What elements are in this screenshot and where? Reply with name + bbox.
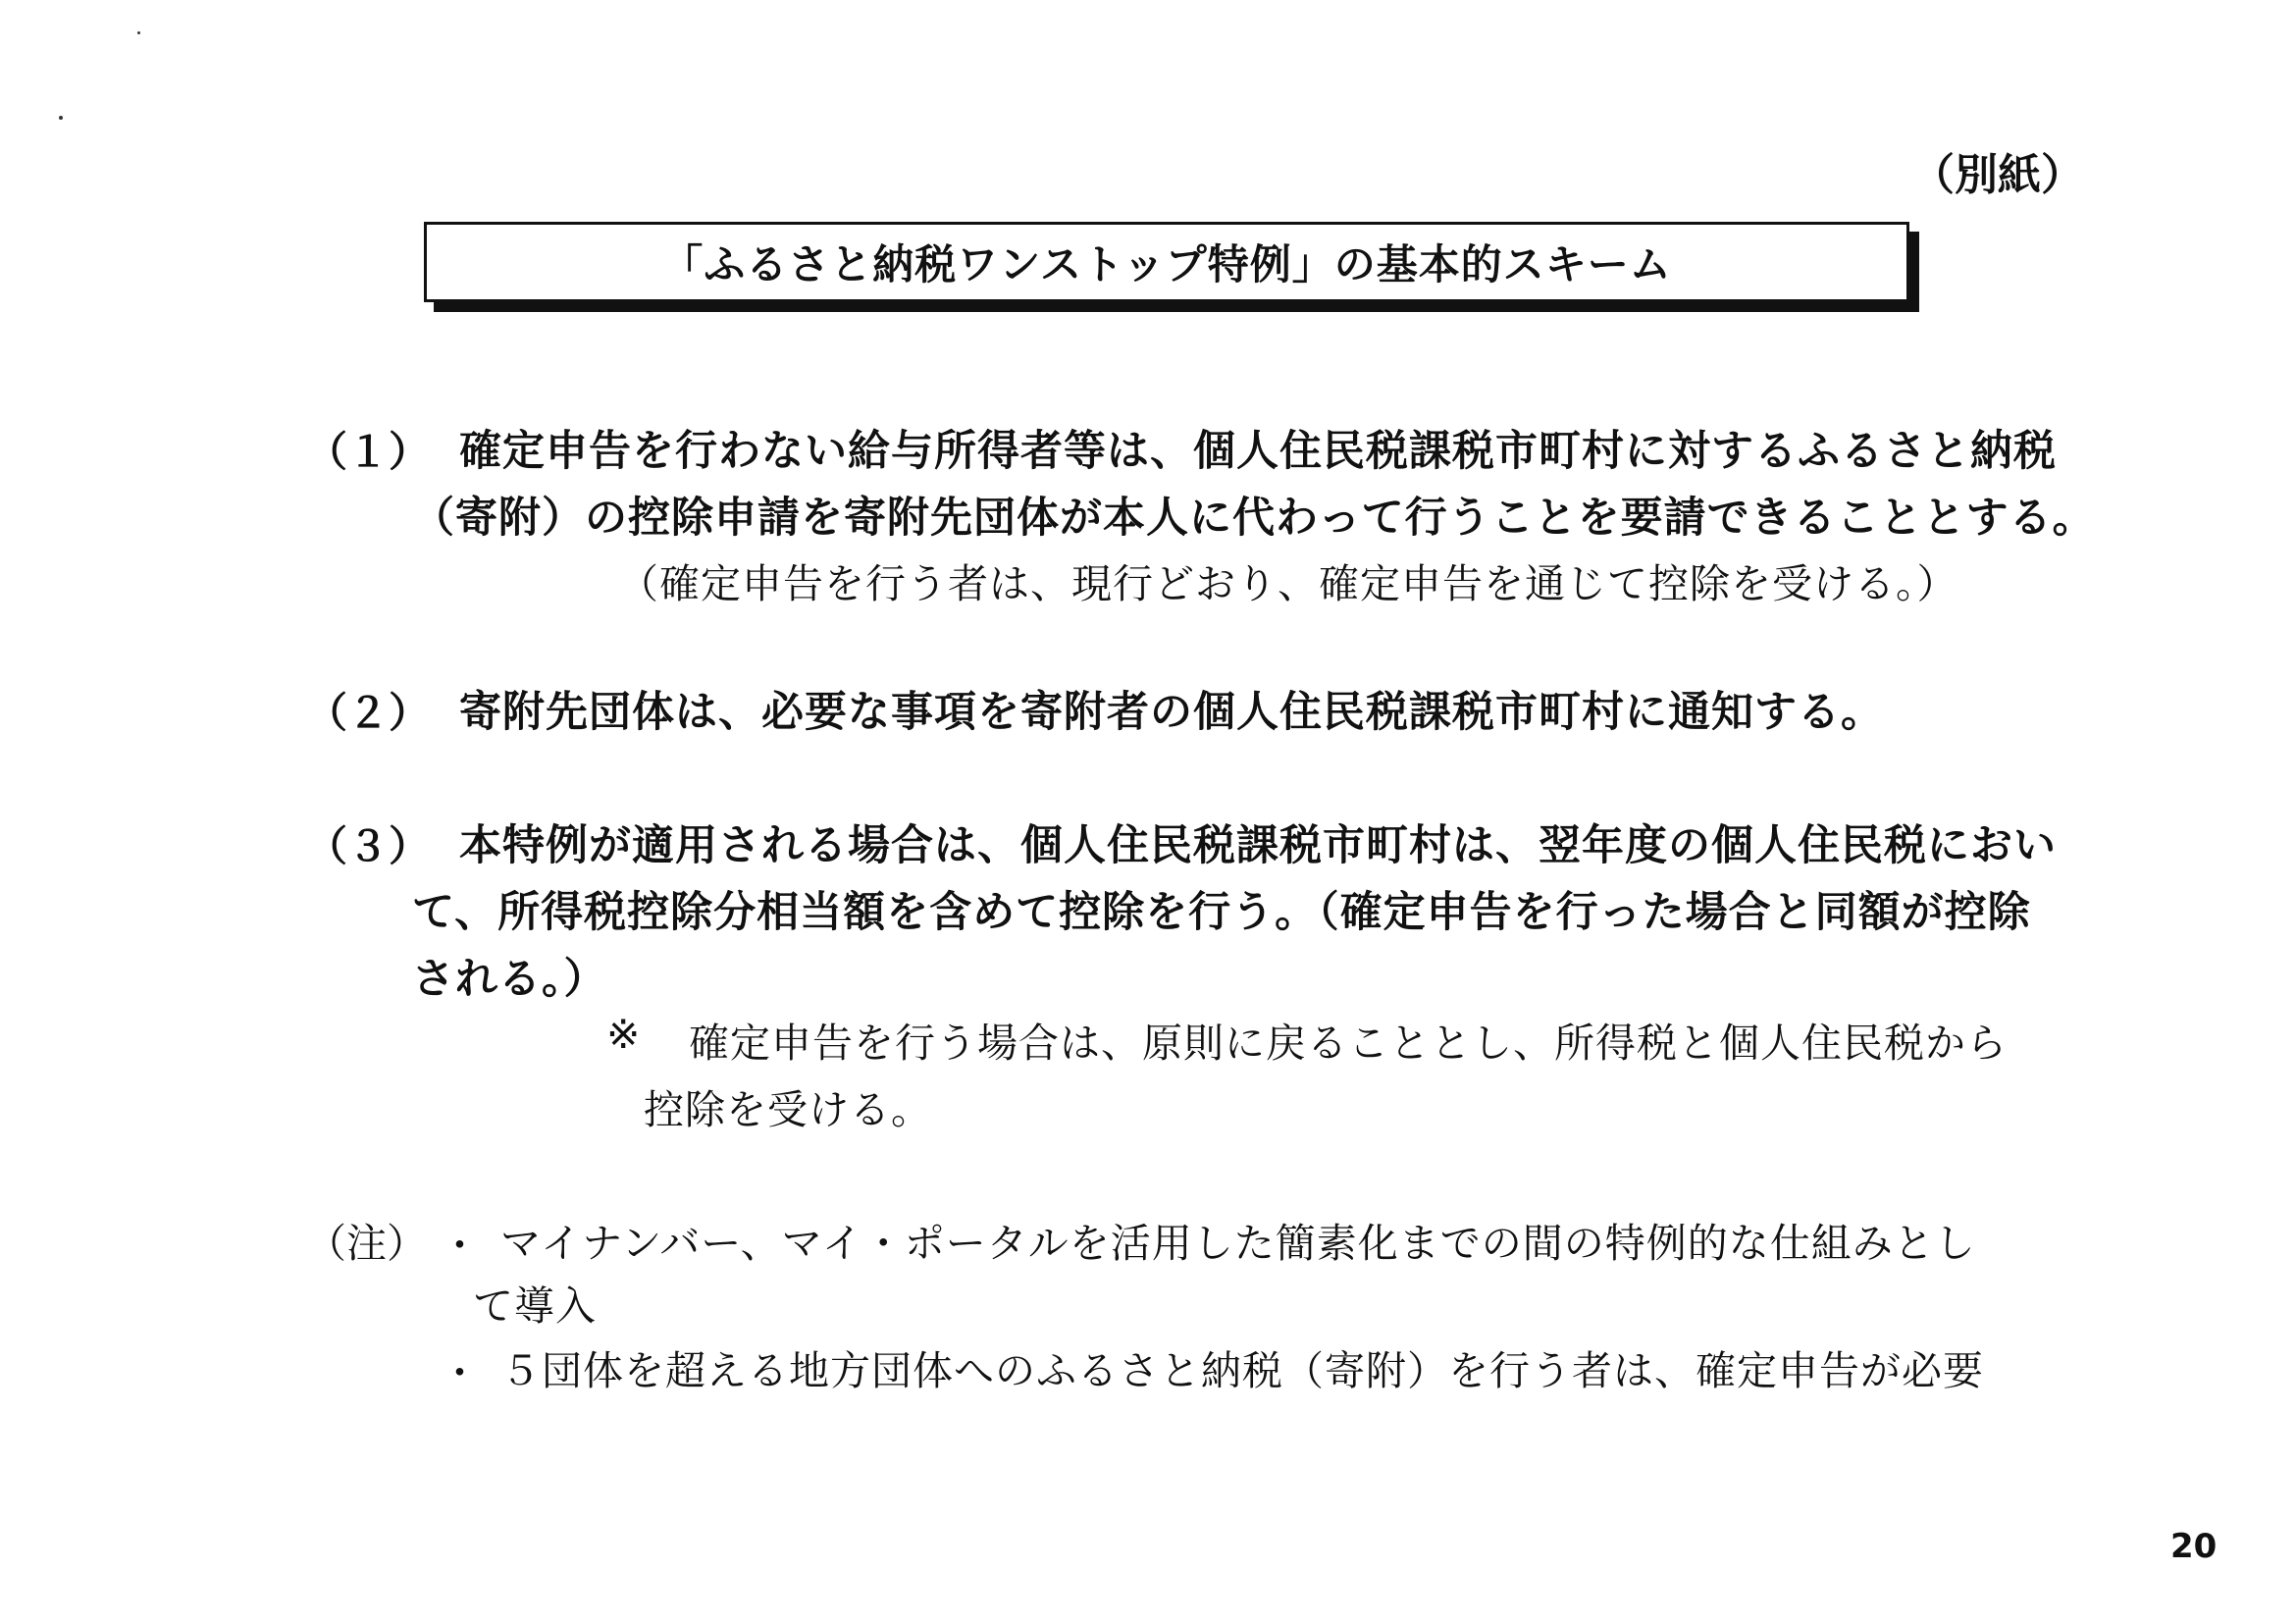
- note-1-line-2: て導入: [473, 1283, 597, 1330]
- item-3-line-2: て、所得税控除分相当額を含めて控除を行う。（確定申告を行った場合と同額が控除: [412, 888, 2031, 937]
- note-2-line-1: ５団体を超える地方団体へのふるさと納税（寄附）を行う者は、確定申告が必要: [500, 1347, 1984, 1394]
- item-1-sub-note: （確定申告を行う者は、現行どおり、確定申告を通じて控除を受ける。）: [618, 560, 1958, 607]
- note-bullet-2: ・: [440, 1349, 480, 1396]
- scan-speck: [59, 116, 63, 120]
- document-title: 「ふるさと納税ワンストップ特例」の基本的スキーム: [661, 240, 1672, 288]
- note-1-line-1: マイナンバー、マイ・ポータルを活用した簡素化までの間の特例的な仕組みとし: [500, 1220, 1976, 1267]
- item-3-note-line-2: 控除を受ける。: [644, 1086, 932, 1133]
- item-3-note-line-1: 確定申告を行う場合は、原則に戻ることとし、所得税と個人住民税から: [689, 1020, 2008, 1067]
- attachment-label: （別紙）: [1911, 150, 2084, 200]
- title-box: [424, 222, 1909, 302]
- scan-speck: [137, 31, 140, 34]
- item-1-line-1: 確定申告を行わない給与所得者等は、個人住民税課税市町村に対するふるさと納税: [459, 427, 2057, 476]
- note-bullet-1: ・: [440, 1222, 480, 1269]
- item-number-3: （３）: [306, 822, 431, 870]
- item-number-2: （２）: [306, 689, 431, 737]
- item-1-line-2: （寄附）の控除申請を寄附先団体が本人に代わって行うことを要請できることとする。: [412, 494, 2096, 543]
- notes-label: （注）: [306, 1220, 427, 1267]
- page-number: 20: [2170, 1527, 2218, 1566]
- item-3-line-1: 本特例が適用される場合は、個人住民税課税市町村は、翌年度の個人住民税におい: [459, 821, 2057, 870]
- item-2-line-1: 寄附先団体は、必要な事項を寄附者の個人住民税課税市町村に通知する。: [459, 688, 1884, 737]
- item-number-1: （１）: [306, 428, 431, 476]
- item-3-line-3: される。）: [412, 955, 607, 1004]
- item-3-note-mark: ※: [606, 1011, 642, 1058]
